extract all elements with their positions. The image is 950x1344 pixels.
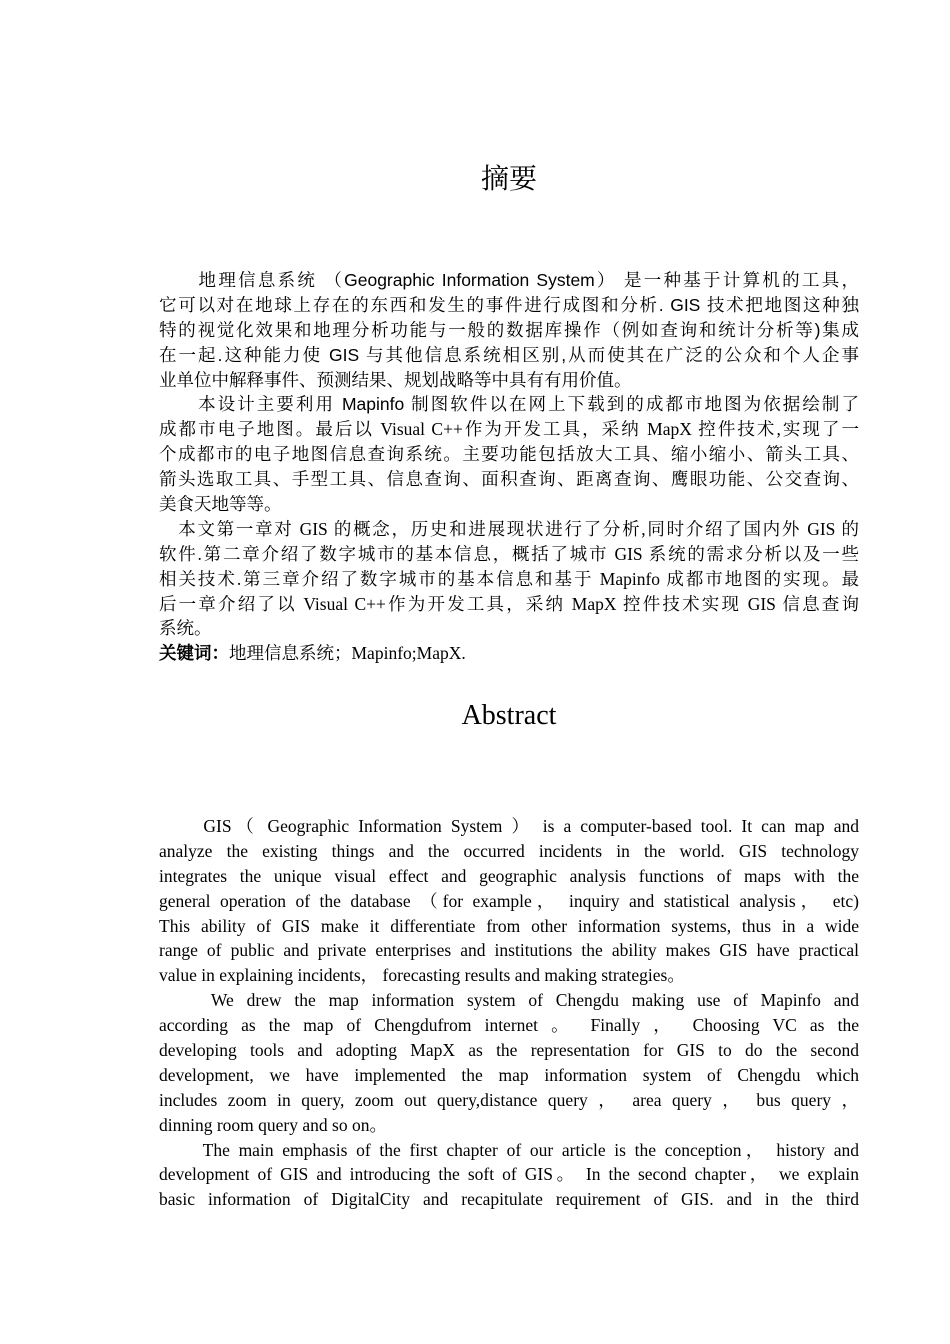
text-line: 业单位中解释事件、预测结果、规划战略等中具有有用价值。 (159, 369, 632, 390)
text-line: value in explaining incidents， forecasting results and making strategies。 (159, 965, 685, 986)
text-line: development, we have implemented the map information system of Chengdu which (159, 1064, 859, 1085)
text-line: dinning room query and so on。 (159, 1114, 387, 1135)
english-abstract-body (159, 814, 859, 1212)
keywords-line (159, 641, 859, 666)
text-line: general operation of the database （for example， inquiry and statistical analysis， etc) (159, 890, 859, 911)
text-line: 系统。 (159, 618, 212, 639)
text-line: 美食天地等等。 (159, 494, 282, 515)
text-line: We drew the map information system of Chengdu making use of Mapinfo and (159, 990, 859, 1011)
english-abstract-title: Abstract (461, 700, 557, 731)
en-paragraph-1 (159, 814, 859, 988)
text-line: integrates the unique visual effect and geographic analysis functions of maps with the (159, 865, 859, 886)
text-line: development of GIS and introducing the soft of GIS。 In the second chapter， we explain (159, 1164, 859, 1185)
text-line: 相关技术.第三章介绍了数字城市的基本信息和基于 Mapinfo 成都市地图的实现。最 (159, 568, 859, 589)
text-line: The main emphasis of the first chapter of our article is the conception， history and (159, 1139, 859, 1160)
text-line: 本设计主要利用 Mapinfo 制图软件以在网上下载到的成都市地图为依据绘制了 (159, 394, 859, 415)
text-line: 软件.第二章介绍了数字城市的基本信息，概括了城市 GIS 系统的需求分析以及一些 (159, 543, 859, 564)
text-line: 它可以对在地球上存在的东西和发生的事件进行成图和分析. GIS 技术把地图这种独 (159, 294, 859, 315)
text-line: 特的视觉化效果和地理分析功能与一般的数据库操作（例如查询和统计分析等)集成 (159, 319, 859, 340)
text-line: 个成都市的电子地图信息查询系统。主要功能包括放大工具、缩小缩小、箭头工具、 (159, 444, 859, 465)
text-line: 地理信息系统 （Geographic Information System） 是一种基于计算机的工具， (159, 270, 859, 290)
chinese-abstract-body (159, 268, 859, 666)
zh-paragraph-3 (159, 517, 859, 641)
chinese-abstract-title: 摘要 (480, 163, 537, 194)
keywords-label: 关键词： (159, 644, 229, 665)
zh-paragraph-1 (159, 268, 859, 392)
text-line: 成都市电子地图。最后以 Visual C++作为开发工具，采纳 MapX 控件技术,实现了一 (159, 419, 859, 440)
en-paragraph-2 (159, 988, 859, 1137)
text-line: analyze the existing things and the occurred incidents in the world. GIS technology (159, 840, 859, 861)
text-line: developing tools and adopting MapX as the representation for GIS to do the second (159, 1040, 859, 1061)
text-line: includes zoom in query, zoom out query,distance query ， area query ， bus query ， (159, 1089, 859, 1110)
text-line: GIS（ Geographic Information System ） is a computer-based tool. It can map and (159, 816, 859, 836)
en-paragraph-3 (159, 1138, 859, 1213)
text-line: 箭头选取工具、手型工具、信息查询、面积查询、距离查询、鹰眼功能、公交查询、 (159, 469, 859, 490)
text-line: basic information of DigitalCity and recapitulate requirement of GIS. and in the third (159, 1189, 859, 1210)
text-line: range of public and private enterprises and institutions the ability makes GIS have practical (159, 940, 859, 961)
text-line: according as the map of Chengdufrom internet 。 Finally ， Choosing VC as the (159, 1015, 859, 1036)
text-line: This ability of GIS make it differentiate from other information systems, thus in a wide (159, 915, 859, 936)
text-line: 后一章介绍了以 Visual C++作为开发工具，采纳 MapX 控件技术实现 GIS 信息查询 (159, 593, 859, 614)
zh-paragraph-2 (159, 392, 859, 516)
text-line: 在一起.这种能力使 GIS 与其他信息系统相区别,从而使其在广泛的公众和个人企事 (159, 344, 859, 365)
keywords-value: 地理信息系统；Mapinfo;MapX. (229, 643, 466, 664)
text-line: 本文第一章对 GIS 的概念，历史和进展现状进行了分析,同时介绍了国内外 GIS 的 (159, 518, 859, 539)
